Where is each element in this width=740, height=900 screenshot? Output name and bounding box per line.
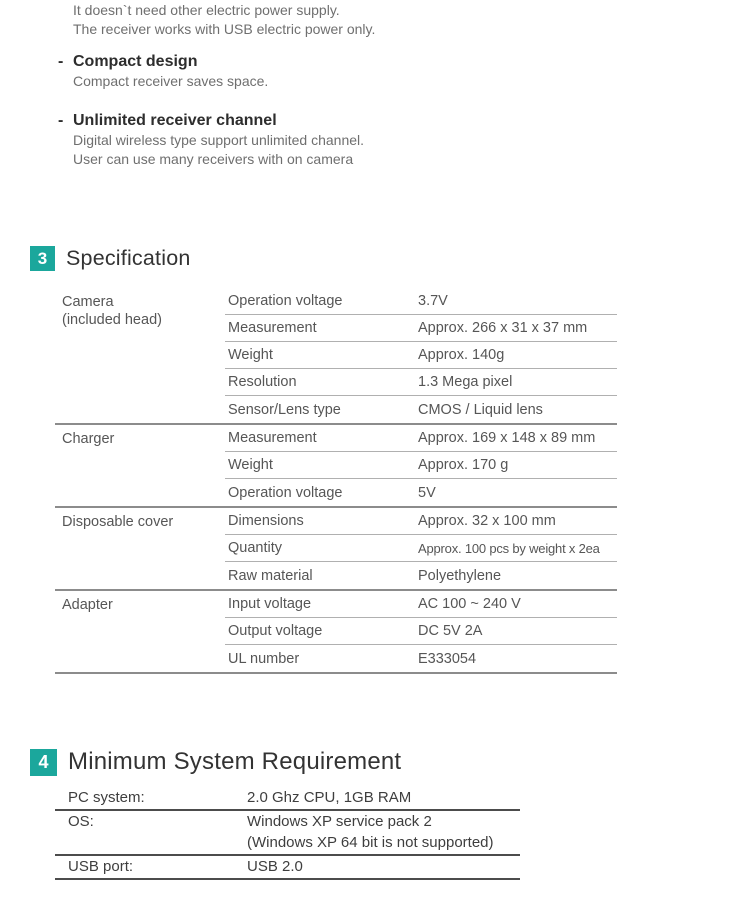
section-number-badge: 4 bbox=[30, 749, 57, 776]
feature-description bbox=[73, 72, 268, 91]
sysreq-attribute: PC system: bbox=[68, 789, 145, 806]
spec-group-charger bbox=[55, 425, 617, 508]
spec-group-adapter bbox=[55, 591, 617, 674]
feature-desc-line: Digital wireless type support unlimited channel. bbox=[73, 132, 365, 148]
spec-group-disposable-cover bbox=[55, 508, 617, 591]
spec-attribute: Measurement bbox=[228, 430, 317, 446]
table-row bbox=[225, 645, 617, 672]
sysreq-value-line: USB 2.0 bbox=[247, 858, 303, 875]
page-title: Specification bbox=[66, 246, 191, 270]
table-row bbox=[225, 535, 617, 562]
spec-attribute: Weight bbox=[228, 347, 273, 363]
table-row bbox=[225, 288, 617, 315]
feature-title-row bbox=[58, 52, 268, 71]
feature-title-row bbox=[58, 111, 364, 130]
spec-group-rows bbox=[225, 425, 617, 506]
system-requirement-table bbox=[55, 787, 520, 880]
feature-title: Compact design bbox=[73, 53, 198, 70]
sysreq-value-line: Windows XP service pack 2 bbox=[247, 813, 432, 830]
spec-value: Approx. 266 x 31 x 37 mm bbox=[418, 320, 588, 336]
spec-group-rows bbox=[225, 591, 617, 672]
intro-line-2: The receiver works with USB electric power only. bbox=[73, 21, 376, 37]
table-row bbox=[225, 591, 617, 618]
spec-group-label bbox=[55, 425, 225, 506]
spec-attribute: Raw material bbox=[228, 567, 313, 584]
sysreq-attribute: USB port: bbox=[68, 858, 134, 875]
spec-value: E333054 bbox=[418, 650, 477, 667]
spec-group-label bbox=[55, 288, 225, 423]
spec-attribute: Operation voltage bbox=[228, 484, 343, 501]
table-row bbox=[225, 562, 617, 589]
spec-group-label-line1: Charger bbox=[62, 431, 115, 447]
spec-attribute: Input voltage bbox=[228, 596, 312, 612]
spec-attribute: Quantity bbox=[228, 540, 282, 556]
spec-group-label-line1: Adapter bbox=[62, 597, 113, 613]
spec-group-label-line1: Disposable cover bbox=[62, 514, 174, 530]
spec-value: 5V bbox=[418, 484, 436, 501]
intro-paragraph bbox=[73, 1, 375, 39]
spec-group-label bbox=[55, 591, 225, 672]
spec-attribute: UL number bbox=[228, 650, 300, 667]
sysreq-value-line: (Windows XP 64 bit is not supported) bbox=[247, 834, 494, 851]
table-row bbox=[55, 856, 520, 880]
table-row bbox=[225, 479, 617, 506]
spec-value: DC 5V 2A bbox=[418, 623, 483, 639]
spec-value: Polyethylene bbox=[418, 567, 502, 584]
spec-group-label bbox=[55, 508, 225, 589]
intro-line-1: It doesn`t need other electric power supply. bbox=[73, 2, 340, 18]
bullet-dash: - bbox=[58, 112, 64, 129]
spec-value: Approx. 32 x 100 mm bbox=[418, 513, 556, 529]
feature-title: Unlimited receiver channel bbox=[73, 112, 277, 129]
spec-value: Approx. 169 x 148 x 89 mm bbox=[418, 430, 596, 446]
spec-value: 1.3 Mega pixel bbox=[418, 374, 513, 390]
table-row bbox=[225, 342, 617, 369]
sysreq-attribute: OS: bbox=[68, 813, 94, 830]
feature-unlimited-channel bbox=[58, 111, 364, 169]
spec-attribute: Resolution bbox=[228, 374, 297, 390]
spec-value: Approx. 100 pcs by weight x 2ea bbox=[418, 540, 600, 556]
spec-group-label-line2: (included head) bbox=[62, 312, 162, 328]
table-row bbox=[225, 425, 617, 452]
spec-attribute: Operation voltage bbox=[228, 293, 343, 309]
table-row bbox=[225, 618, 617, 645]
spec-group-rows bbox=[225, 288, 617, 423]
spec-attribute: Measurement bbox=[228, 320, 317, 336]
table-row bbox=[55, 787, 520, 811]
table-row bbox=[55, 811, 520, 856]
spec-attribute: Weight bbox=[228, 457, 273, 473]
spec-value: 3.7V bbox=[418, 293, 448, 309]
page-title: Minimum System Requirement bbox=[68, 748, 402, 775]
spec-group-camera bbox=[55, 288, 617, 425]
section-number-badge: 3 bbox=[30, 246, 55, 271]
sysreq-value bbox=[247, 787, 520, 808]
table-row bbox=[225, 452, 617, 479]
spec-group-label-line1: Camera bbox=[62, 294, 114, 310]
table-row bbox=[225, 315, 617, 342]
spec-value: CMOS / Liquid lens bbox=[418, 401, 543, 418]
sysreq-value bbox=[247, 811, 520, 853]
spec-value: Approx. 140g bbox=[418, 347, 505, 363]
spec-attribute: Sensor/Lens type bbox=[228, 401, 341, 418]
spec-attribute: Output voltage bbox=[228, 623, 323, 639]
feature-desc-line: Compact receiver saves space. bbox=[73, 73, 269, 89]
feature-desc-line: User can use many receivers with on camera bbox=[73, 151, 354, 167]
section-header-system-requirement bbox=[30, 748, 401, 776]
table-row bbox=[225, 508, 617, 535]
feature-compact-design bbox=[58, 52, 268, 91]
table-row bbox=[225, 369, 617, 396]
feature-description bbox=[73, 131, 364, 169]
specification-table bbox=[55, 288, 617, 674]
table-row bbox=[225, 396, 617, 423]
sysreq-value bbox=[247, 856, 520, 877]
spec-group-rows bbox=[225, 508, 617, 589]
bullet-dash: - bbox=[58, 53, 64, 70]
spec-attribute: Dimensions bbox=[228, 513, 304, 529]
sysreq-value-line: 2.0 Ghz CPU, 1GB RAM bbox=[247, 789, 412, 806]
spec-value: Approx. 170 g bbox=[418, 457, 509, 473]
spec-value: AC 100 ~ 240 V bbox=[418, 596, 521, 612]
section-header-specification bbox=[30, 246, 191, 271]
